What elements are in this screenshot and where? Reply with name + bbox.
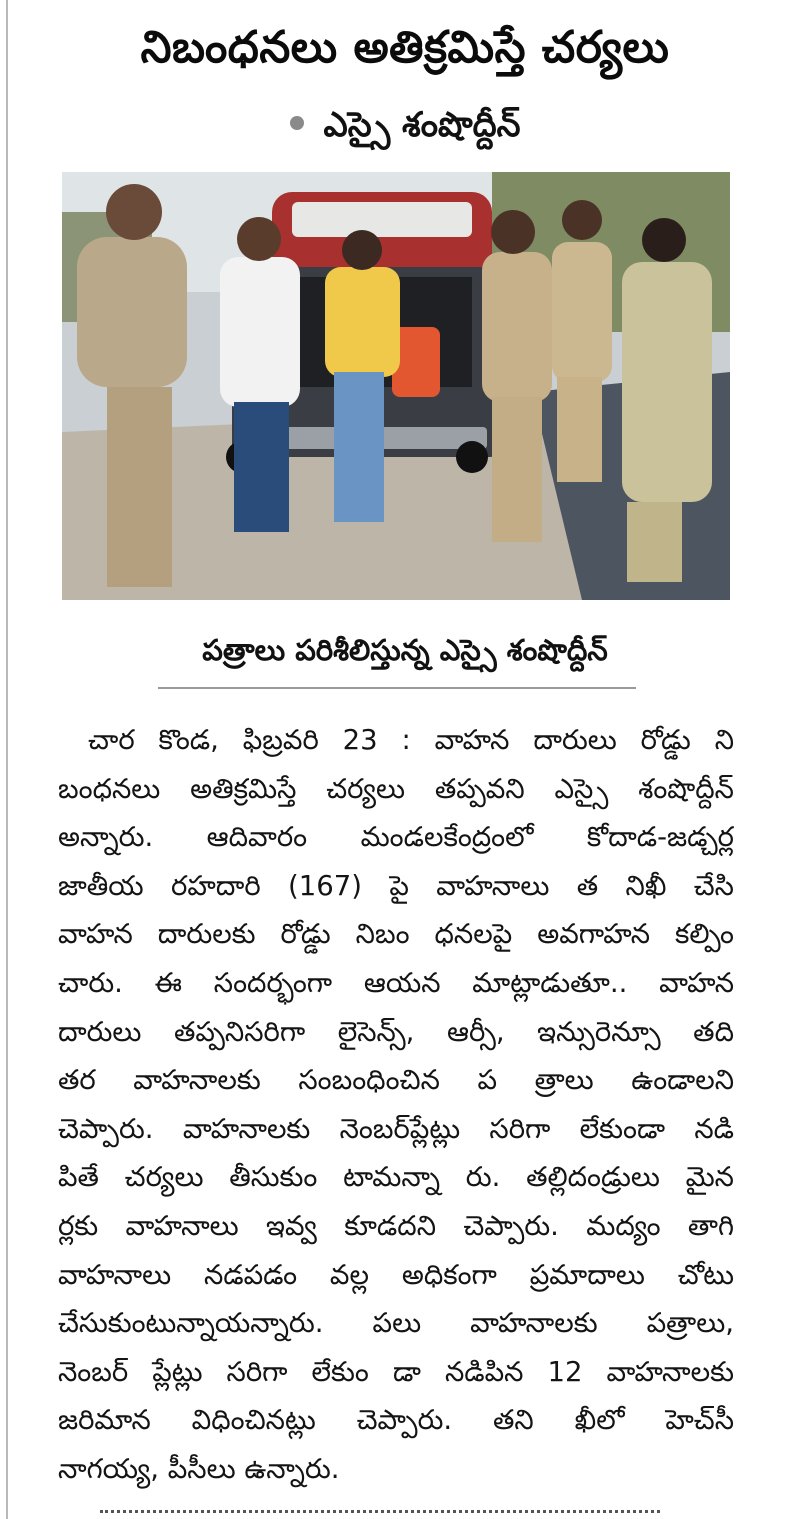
- next-article-edge: [100, 1510, 660, 1517]
- photo-icon: [62, 172, 730, 600]
- article-line: జరిమాన విధించినట్లు చెప్పారు. తని ఖీలో హెచ్‌సీ: [58, 1404, 734, 1437]
- article-line: వాహన దారులకు రోడ్డు నిబం ధనలపై అవగాహన కల్పిం: [58, 918, 734, 951]
- article-line: వాహనాలు నడపడం వల్ల అధికంగా ప్రమాదాలు చోటు: [58, 1258, 734, 1291]
- article-line: పితే చర్యలు తీసుకుం టామన్నా రు. తల్లిదండ్రులు మైన: [58, 1161, 734, 1194]
- headline: నిబంధనలు అతిక్రమిస్తే చర్యలు: [140, 22, 670, 73]
- byline-text: ఎస్సై శంషొద్దీన్: [323, 105, 521, 145]
- article-line: దారులు తప్పనిసరిగా లైసెన్స్, ఆర్సీ, ఇన్సురెన్సూ తది: [58, 1015, 734, 1048]
- article-line: చేసుకుంటున్నాయన్నారు. పలు వాహనాలకు పత్రాలు,: [58, 1307, 734, 1340]
- article-line: అన్నారు. ఆదివారం మండలకేంద్రంలో కోదాడ-జడ్చర్ల: [58, 821, 734, 854]
- article-line: చెప్పారు. వాహనాలకు నెంబర్‌ప్లేట్లు సరిగా లేకుండా నడి: [58, 1112, 734, 1145]
- news-photo: [62, 172, 730, 600]
- article-line: ర్లకు వాహనాలు ఇవ్వ కూడదని చెప్పారు. మద్యం తాగి: [58, 1209, 734, 1242]
- article-line: చార కొండ, ఫిబ్రవరి 23 : వాహన దారులు రోడ్డు ని: [88, 724, 734, 756]
- article-line: నెంబర్ ప్లేట్లు సరిగా లేకుం డా నడిపిన 12 వాహనాలకు: [58, 1355, 734, 1388]
- bullet-icon: [290, 116, 304, 130]
- article-line: తర వాహనాలకు సంబంధించిన ప త్రాలు ఉండాలని: [58, 1064, 734, 1097]
- article-line: చారు. ఈ సందర్భంగా ఆయన మాట్లాడుతూ.. వాహన: [58, 966, 734, 999]
- article-line: జాతీయ రహదారి (167) పై వాహనాలు త నిఖీ చేసి: [58, 869, 734, 902]
- photo-caption: పత్రాలు పరిశీలిస్తున్న ఎస్సై శంషొద్దీన్: [202, 633, 608, 667]
- byline: [40, 100, 770, 150]
- caption-underline: [158, 687, 636, 689]
- article-line: నాగయ్య, పీసీలు ఉన్నారు.: [58, 1452, 340, 1485]
- article-line: బంధనలు అతిక్రమిస్తే చర్యలు తప్పవని ఎస్సై శంషొద్దీన్: [58, 772, 734, 805]
- article-body: [58, 716, 734, 1494]
- page-left-border: [6, 0, 8, 1519]
